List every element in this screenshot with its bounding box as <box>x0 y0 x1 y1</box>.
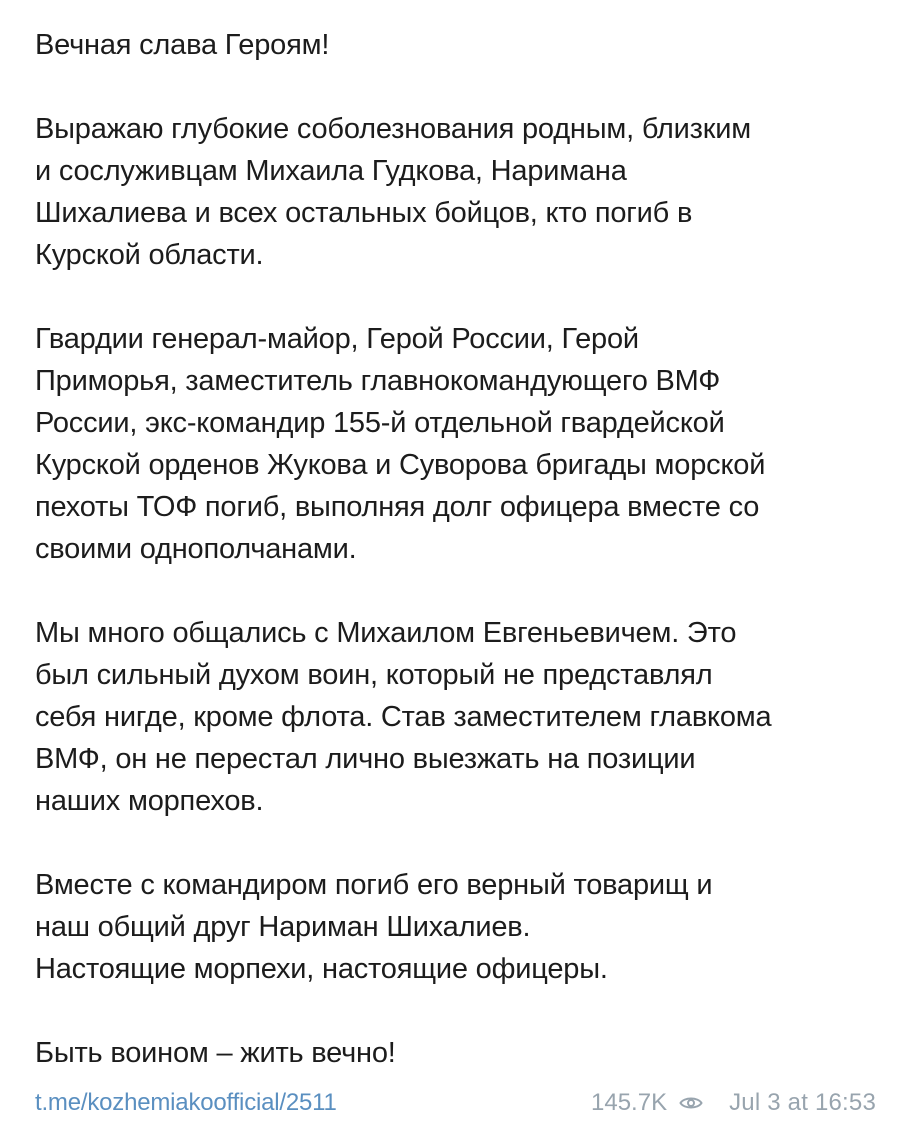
post-timestamp: Jul 3 at 16:53 <box>729 1089 876 1116</box>
post-link[interactable]: t.me/kozhemiakoofficial/2511 <box>35 1089 337 1116</box>
post-footer <box>35 1086 876 1120</box>
view-count: 145.7K <box>591 1089 668 1116</box>
post-paragraph-memories: Мы много общались с Михаилом Евгеньевичем. Это был сильный духом воин, который не представлял себя нигде, кроме флота. Став заместителем главкома ВМФ, он не перестал лично выезжать на позиции наших морпехов. <box>35 617 772 817</box>
post-meta <box>591 1089 876 1117</box>
post-paragraph-condolences: Выражаю глубокие соболезнования родным, близким и сослуживцам Михаила Гудкова, Наримана Шихалиева и всех остальных бойцов, кто погиб в Курской области. <box>35 113 751 271</box>
post-text <box>35 24 885 1074</box>
eye-icon <box>677 1093 705 1113</box>
post-paragraph-comrade: Вместе с командиром погиб его верный товарищ и наш общий друг Нариман Шихалиев. Настоящие морпехи, настоящие офицеры. <box>35 869 713 985</box>
post-paragraph-closing: Быть воином – жить вечно! <box>35 1037 396 1069</box>
post-paragraph-greeting: Вечная слава Героям! <box>35 29 330 61</box>
post-paragraph-biography: Гвардии генерал-майор, Герой России, Герой Приморья, заместитель главнокомандующего ВМФ России, экс-командир 155-й отдельной гвардейской Курской орденов Жукова и Суворова бригады морской пехоты ТОФ погиб, выполняя долг офицера вместе со своими однополчанами. <box>35 323 766 565</box>
